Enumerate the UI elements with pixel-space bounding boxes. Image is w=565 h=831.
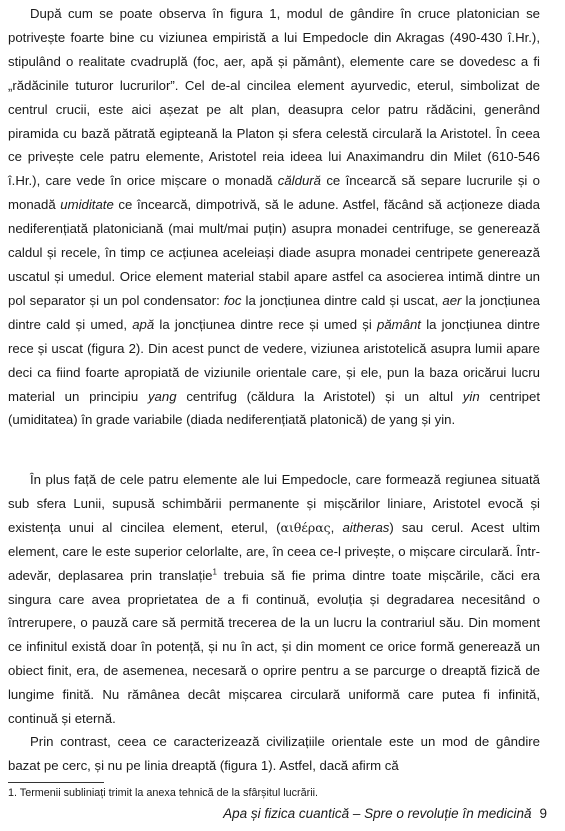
paragraph-1 [8,2,540,432]
running-footer [223,805,547,823]
page-number: 9 [539,806,547,821]
text-run: la joncțiunea dintre rece și uscat (figura 2). Din acest punct de vedere, viziunea aristotelică asupra lumii apare deci ca fiind foarte apropiată de viziunile orientale care, și ele, pun la baza oricărui lucru material un principiu [8,316,540,404]
emphasis-text: aer [442,292,462,308]
body-text-block-3 [8,730,540,778]
emphasis-text: umiditate [60,197,114,213]
paragraph-3 [8,730,540,778]
text-run: centripet (umiditatea) în grade variabile (diada nediferențiată platonică) de yang și yin. [8,388,540,428]
text-run: αιθέρας [280,519,331,535]
body-text-block-1 [8,2,540,432]
text-run: După cum se poate observa în figura 1, modul de gândire în cruce platonician se potrivește foarte bine cu viziunea empiristă a lui Empedocle din Akragas (490-430 î.Hr.), stipulând o realitate cvadruplă (foc, aer, apă și pământ), elemente care se dovedesc a fi „rădăcinile tuturor lucrurilor”. Cel de-al cincilea element ayurvedic, eterul, simbolizat de centrul crucii, este aici așezat pe alt plan, deasupra celor patru rădăcini, generând piramida cu bază pătrată egipteană la Platon și sfera celestă circulară la Aristotel. În ceea ce privește cele patru elemente, Aristotel reia ideea lui Anaximandru din Milet (610-546 î.Hr.), care vede în orice mișcare o monadă [8,6,540,189]
text-run: trebuia să fie prima dintre toate mișcările, căci era singura care avea proprietatea de a fi continuă, evoluția și degradarea necesitând o întrerupere, o pauză care să permită trecerea de la un lucru la contrariul său. Din moment ce infinitul există doar în potență, și nu în act, și din moment ce orice formă generează un obiect finit, era, de asemenea, necesară o oprire pentru a se parcurge o dreaptă fizică de lungime finită. Nu rămânea decât mișcarea circulară uniformă care putea fi infinită, continuă și eternă. [8,567,540,727]
footnote: 1. Termenii subliniați trimit la anexa tehnică de la sfârșitul lucrării. [8,787,319,799]
running-footer-title: Apa și fizica cuantică – Spre o revoluție în medicină [223,806,532,821]
text-run: Prin contrast, ceea ce caracterizează civilizațiile orientale este un mod de gândire bazat pe cerc, și nu pe linia dreaptă (figura 1). Astfel, dacă afirm că [8,734,540,773]
emphasis-text: yang [147,388,177,404]
text-run: În plus față de cele patru elemente ale lui Empedocle, care formează regiunea situată sub sfera Lunii, supusă schimbării permanente și mișcărilor liniare, Aristotel evocă și existența unui al cincilea element, eterul, ( [8,472,540,535]
emphasis-text: aitheras [342,519,390,535]
text-run: la joncțiunea dintre cald și umed, [8,292,540,332]
body-text-block-2 [8,468,540,731]
text-run: ce încearcă să separe lucrurile și o monadă [8,173,541,213]
footnote-ref: 1 [212,567,217,577]
text-run: ) sau cerul. Acest ultim element, care le este superior celorlalte, are, în ceea ce-l privește, o mișcare circulară. Într-adevăr, deplasarea prin translație [8,519,540,583]
emphasis-text: căldură [277,173,322,189]
text-run: , [330,519,343,535]
emphasis-text: apă [132,316,155,332]
text-run: la joncțiunea dintre rece și umed și [154,316,377,332]
footnote-divider [8,782,104,783]
text-run: la joncțiunea dintre cald și uscat, [241,292,443,308]
paragraph-2 [8,468,540,731]
emphasis-text: yin [462,388,480,404]
text-run: ce încearcă, dimpotrivă, să le adune. Astfel, făcând să acționeze diada nediferențiată platoniciană (mai mult/mai puțin) asupra monadei centrifuge, se generează caldul și recele, în timp ce acțiunea aceleiași diade asupra monadei centripete generează uscatul și umedul. Orice element material stabil apare astfel ca asocierea intimă dintre un pol separator și un pol condensator: [8,197,540,308]
emphasis-text: foc [223,292,242,308]
emphasis-text: pământ [376,316,421,332]
text-run: centrifug (căldura la Aristotel) și un altul [176,388,463,404]
